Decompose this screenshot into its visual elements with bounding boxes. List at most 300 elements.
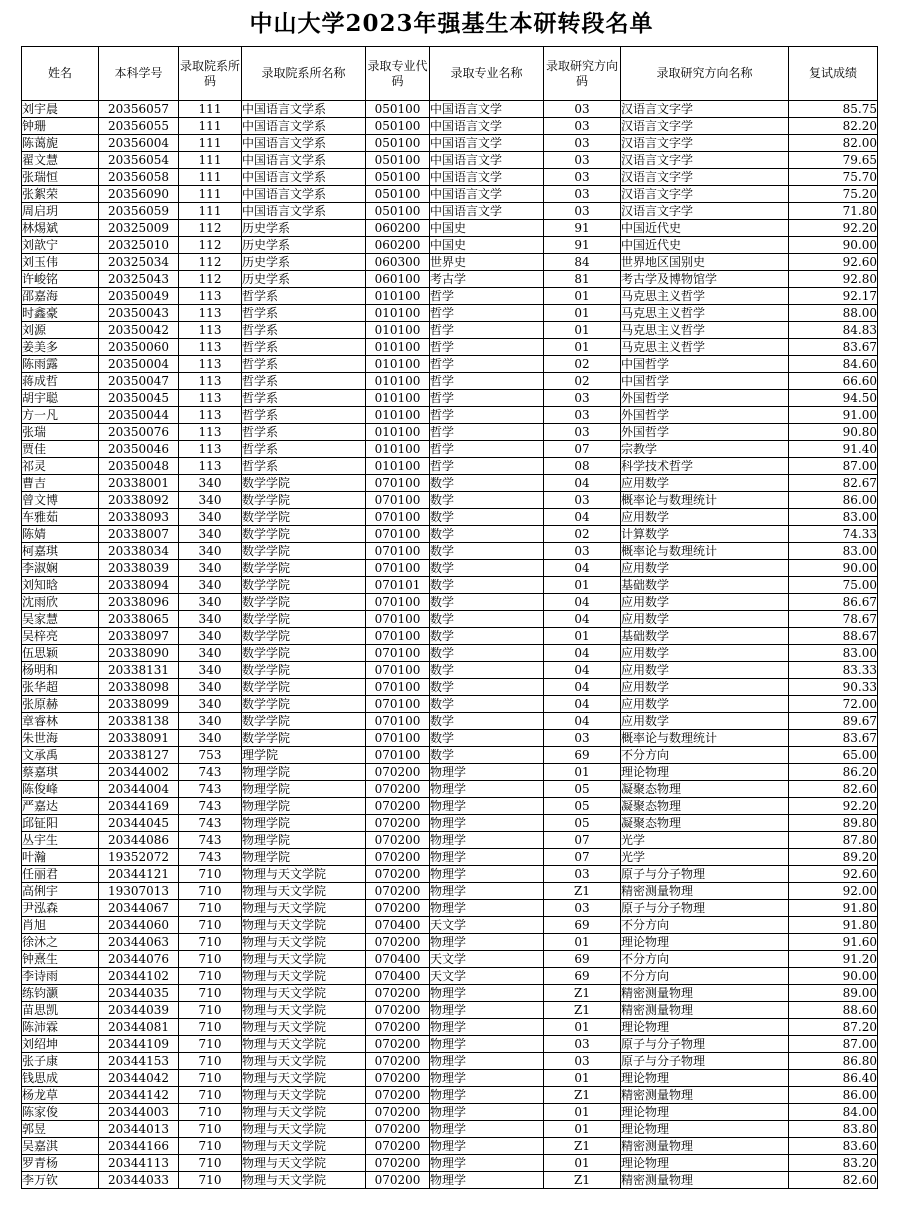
table-row: [22, 866, 878, 883]
table-row: [22, 747, 878, 764]
cell-major-code: 070200: [366, 1104, 430, 1121]
table-row: [22, 254, 878, 271]
cell-dept-code: 340: [179, 713, 242, 730]
cell-dept-name: 中国语言文学系: [242, 203, 366, 220]
cell-major-name: 物理学: [430, 1053, 544, 1070]
cell-dept-name: 哲学系: [242, 407, 366, 424]
cell-direction-code: 05: [544, 815, 621, 832]
cell-direction-name: 应用数学: [621, 475, 789, 492]
header-major-name: 录取专业名称: [430, 47, 544, 101]
cell-dept-code: 111: [179, 152, 242, 169]
cell-direction-name: 汉语言文字学: [621, 135, 789, 152]
cell-dept-code: 113: [179, 407, 242, 424]
cell-major-name: 数学: [430, 509, 544, 526]
cell-student-id: 20338131: [99, 662, 179, 679]
cell-dept-code: 710: [179, 1121, 242, 1138]
cell-major-name: 数学: [430, 696, 544, 713]
cell-direction-name: 汉语言文字学: [621, 101, 789, 118]
table-row: [22, 441, 878, 458]
table-row: [22, 815, 878, 832]
cell-major-name: 物理学: [430, 1087, 544, 1104]
cell-major-code: 070400: [366, 917, 430, 934]
table-row: [22, 492, 878, 509]
cell-name: 张子康: [22, 1053, 99, 1070]
cell-dept-code: 340: [179, 611, 242, 628]
cell-major-code: 010100: [366, 305, 430, 322]
cell-direction-name: 汉语言文字学: [621, 152, 789, 169]
table-row: [22, 373, 878, 390]
cell-student-id: 20338099: [99, 696, 179, 713]
cell-dept-code: 743: [179, 781, 242, 798]
cell-direction-name: 不分方向: [621, 917, 789, 934]
cell-student-id: 20325010: [99, 237, 179, 254]
cell-direction-name: 中国近代史: [621, 237, 789, 254]
cell-dept-name: 数学学院: [242, 543, 366, 560]
table-row: [22, 713, 878, 730]
cell-major-name: 数学: [430, 577, 544, 594]
cell-name: 蔡嘉琪: [22, 764, 99, 781]
cell-student-id: 20344033: [99, 1172, 179, 1189]
cell-score: 92.17: [789, 288, 878, 305]
cell-direction-code: 84: [544, 254, 621, 271]
cell-major-code: 010100: [366, 390, 430, 407]
cell-student-id: 20325034: [99, 254, 179, 271]
cell-major-name: 哲学: [430, 356, 544, 373]
cell-major-code: 070200: [366, 934, 430, 951]
cell-name: 沈雨欣: [22, 594, 99, 611]
cell-direction-code: 01: [544, 1155, 621, 1172]
table-row: [22, 1053, 878, 1070]
cell-direction-name: 马克思主义哲学: [621, 339, 789, 356]
cell-direction-code: 03: [544, 169, 621, 186]
table-row: [22, 135, 878, 152]
cell-dept-name: 物理与天文学院: [242, 1104, 366, 1121]
cell-direction-code: 04: [544, 662, 621, 679]
cell-direction-code: 04: [544, 594, 621, 611]
cell-dept-name: 哲学系: [242, 424, 366, 441]
cell-dept-name: 物理与天文学院: [242, 1019, 366, 1036]
cell-major-code: 070100: [366, 628, 430, 645]
cell-dept-code: 113: [179, 424, 242, 441]
cell-dept-code: 710: [179, 917, 242, 934]
cell-direction-name: 外国哲学: [621, 424, 789, 441]
cell-score: 83.60: [789, 1138, 878, 1155]
cell-dept-name: 数学学院: [242, 594, 366, 611]
table-row: [22, 458, 878, 475]
cell-major-name: 物理学: [430, 849, 544, 866]
cell-dept-name: 数学学院: [242, 577, 366, 594]
cell-major-code: 060200: [366, 220, 430, 237]
table-header-row: [22, 47, 878, 101]
cell-name: 陈蔼旎: [22, 135, 99, 152]
table-row: [22, 934, 878, 951]
cell-name: 方一凡: [22, 407, 99, 424]
cell-dept-name: 中国语言文学系: [242, 135, 366, 152]
cell-dept-name: 物理学院: [242, 764, 366, 781]
cell-dept-code: 340: [179, 560, 242, 577]
cell-student-id: 20338093: [99, 509, 179, 526]
table-row: [22, 560, 878, 577]
table-row: [22, 509, 878, 526]
cell-major-code: 010100: [366, 339, 430, 356]
cell-direction-name: 应用数学: [621, 696, 789, 713]
cell-student-id: 20338039: [99, 560, 179, 577]
cell-name: 吴嘉淇: [22, 1138, 99, 1155]
cell-student-id: 20338096: [99, 594, 179, 611]
cell-dept-code: 111: [179, 118, 242, 135]
cell-dept-name: 哲学系: [242, 390, 366, 407]
cell-score: 92.80: [789, 271, 878, 288]
cell-major-name: 物理学: [430, 1070, 544, 1087]
cell-score: 87.00: [789, 1036, 878, 1053]
cell-direction-code: 04: [544, 560, 621, 577]
cell-major-code: 070100: [366, 560, 430, 577]
cell-student-id: 20325009: [99, 220, 179, 237]
cell-name: 贾佳: [22, 441, 99, 458]
cell-major-name: 中国语言文学: [430, 169, 544, 186]
cell-dept-name: 物理与天文学院: [242, 1053, 366, 1070]
header-score: 复试成绩: [789, 47, 878, 101]
cell-dept-code: 753: [179, 747, 242, 764]
cell-student-id: 20344153: [99, 1053, 179, 1070]
cell-major-name: 哲学: [430, 424, 544, 441]
table-row: [22, 1172, 878, 1189]
cell-major-name: 物理学: [430, 985, 544, 1002]
cell-major-name: 物理学: [430, 1172, 544, 1189]
cell-major-name: 天文学: [430, 968, 544, 985]
cell-major-code: 070200: [366, 1002, 430, 1019]
cell-name: 蒋成哲: [22, 373, 99, 390]
cell-major-name: 中国史: [430, 237, 544, 254]
cell-score: 87.80: [789, 832, 878, 849]
cell-name: 李万钦: [22, 1172, 99, 1189]
cell-student-id: 20356059: [99, 203, 179, 220]
cell-major-code: 070100: [366, 662, 430, 679]
table-row: [22, 407, 878, 424]
table-row: [22, 305, 878, 322]
cell-name: 张华超: [22, 679, 99, 696]
cell-dept-name: 理学院: [242, 747, 366, 764]
cell-direction-name: 不分方向: [621, 968, 789, 985]
cell-dept-name: 数学学院: [242, 662, 366, 679]
header-direction-code: 录取研究方向码: [544, 47, 621, 101]
cell-score: 91.20: [789, 951, 878, 968]
cell-dept-code: 340: [179, 679, 242, 696]
cell-major-name: 天文学: [430, 951, 544, 968]
cell-direction-code: 01: [544, 305, 621, 322]
cell-direction-name: 原子与分子物理: [621, 866, 789, 883]
cell-major-name: 中国语言文学: [430, 118, 544, 135]
cell-direction-code: 01: [544, 288, 621, 305]
cell-dept-name: 数学学院: [242, 628, 366, 645]
cell-major-code: 070200: [366, 1172, 430, 1189]
cell-score: 91.80: [789, 900, 878, 917]
table-row: [22, 832, 878, 849]
cell-major-name: 物理学: [430, 883, 544, 900]
cell-major-code: 070200: [366, 798, 430, 815]
cell-name: 周启玥: [22, 203, 99, 220]
table-row: [22, 356, 878, 373]
cell-major-code: 050100: [366, 118, 430, 135]
cell-name: 陈沛霖: [22, 1019, 99, 1036]
cell-major-code: 070100: [366, 747, 430, 764]
cell-student-id: 20338090: [99, 645, 179, 662]
cell-score: 91.00: [789, 407, 878, 424]
cell-name: 钱思成: [22, 1070, 99, 1087]
cell-direction-name: 概率论与数理统计: [621, 543, 789, 560]
cell-direction-code: 08: [544, 458, 621, 475]
cell-score: 94.50: [789, 390, 878, 407]
cell-major-name: 世界史: [430, 254, 544, 271]
cell-dept-name: 物理与天文学院: [242, 900, 366, 917]
cell-major-name: 哲学: [430, 339, 544, 356]
cell-student-id: 20338007: [99, 526, 179, 543]
cell-direction-code: 02: [544, 526, 621, 543]
cell-dept-code: 743: [179, 832, 242, 849]
cell-score: 86.67: [789, 594, 878, 611]
cell-score: 71.80: [789, 203, 878, 220]
cell-name: 翟文慧: [22, 152, 99, 169]
cell-dept-code: 113: [179, 356, 242, 373]
cell-student-id: 20350042: [99, 322, 179, 339]
cell-major-code: 070200: [366, 1121, 430, 1138]
cell-major-code: 070200: [366, 1155, 430, 1172]
cell-student-id: 20356055: [99, 118, 179, 135]
cell-major-code: 070400: [366, 968, 430, 985]
table-row: [22, 152, 878, 169]
cell-score: 82.20: [789, 118, 878, 135]
cell-score: 92.60: [789, 254, 878, 271]
cell-name: 苗思凯: [22, 1002, 99, 1019]
cell-major-name: 中国语言文学: [430, 135, 544, 152]
cell-student-id: 20350043: [99, 305, 179, 322]
cell-dept-code: 710: [179, 1070, 242, 1087]
cell-direction-name: 应用数学: [621, 662, 789, 679]
table-row: [22, 628, 878, 645]
cell-student-id: 20344142: [99, 1087, 179, 1104]
cell-major-code: 070200: [366, 1019, 430, 1036]
table-row: [22, 543, 878, 560]
cell-score: 88.67: [789, 628, 878, 645]
cell-major-code: 070100: [366, 526, 430, 543]
cell-name: 高俐宇: [22, 883, 99, 900]
cell-score: 84.60: [789, 356, 878, 373]
cell-dept-code: 112: [179, 220, 242, 237]
cell-student-id: 20338094: [99, 577, 179, 594]
cell-score: 83.80: [789, 1121, 878, 1138]
cell-name: 车雅茹: [22, 509, 99, 526]
cell-score: 89.20: [789, 849, 878, 866]
cell-name: 伍思颖: [22, 645, 99, 662]
cell-direction-code: 04: [544, 679, 621, 696]
cell-name: 姜美多: [22, 339, 99, 356]
cell-major-code: 070200: [366, 781, 430, 798]
cell-dept-name: 哲学系: [242, 458, 366, 475]
cell-direction-code: 01: [544, 339, 621, 356]
cell-major-code: 070100: [366, 713, 430, 730]
cell-direction-code: 03: [544, 1053, 621, 1070]
cell-direction-name: 科学技术哲学: [621, 458, 789, 475]
cell-dept-name: 数学学院: [242, 730, 366, 747]
cell-major-code: 050100: [366, 203, 430, 220]
table-row: [22, 968, 878, 985]
table-row: [22, 271, 878, 288]
cell-major-name: 物理学: [430, 798, 544, 815]
table-row: [22, 781, 878, 798]
cell-major-name: 物理学: [430, 1155, 544, 1172]
cell-direction-code: 69: [544, 951, 621, 968]
cell-major-code: 070101: [366, 577, 430, 594]
table-row: [22, 1070, 878, 1087]
cell-direction-name: 外国哲学: [621, 407, 789, 424]
cell-major-name: 中国语言文学: [430, 101, 544, 118]
cell-dept-code: 340: [179, 594, 242, 611]
cell-dept-name: 物理与天文学院: [242, 1070, 366, 1087]
cell-dept-name: 数学学院: [242, 560, 366, 577]
cell-dept-name: 历史学系: [242, 220, 366, 237]
cell-score: 86.20: [789, 764, 878, 781]
cell-major-name: 数学: [430, 594, 544, 611]
cell-major-code: 050100: [366, 152, 430, 169]
cell-student-id: 20350060: [99, 339, 179, 356]
cell-score: 82.60: [789, 781, 878, 798]
cell-major-code: 060300: [366, 254, 430, 271]
table-row: [22, 577, 878, 594]
cell-dept-name: 数学学院: [242, 713, 366, 730]
cell-dept-code: 113: [179, 322, 242, 339]
cell-score: 82.00: [789, 135, 878, 152]
cell-dept-code: 113: [179, 288, 242, 305]
cell-dept-name: 中国语言文学系: [242, 101, 366, 118]
cell-student-id: 20325043: [99, 271, 179, 288]
cell-direction-code: 69: [544, 747, 621, 764]
cell-direction-name: 精密测量物理: [621, 1138, 789, 1155]
cell-name: 朱世海: [22, 730, 99, 747]
cell-direction-code: 03: [544, 186, 621, 203]
cell-direction-name: 理论物理: [621, 1155, 789, 1172]
cell-dept-code: 710: [179, 934, 242, 951]
cell-direction-name: 中国哲学: [621, 356, 789, 373]
cell-name: 林焬斌: [22, 220, 99, 237]
table-row: [22, 798, 878, 815]
cell-student-id: 20338138: [99, 713, 179, 730]
cell-student-id: 20356058: [99, 169, 179, 186]
cell-direction-name: 马克思主义哲学: [621, 305, 789, 322]
cell-name: 杨明和: [22, 662, 99, 679]
header-dept-code: 录取院系所码: [179, 47, 242, 101]
cell-direction-name: 应用数学: [621, 560, 789, 577]
cell-major-name: 数学: [430, 543, 544, 560]
cell-major-name: 天文学: [430, 917, 544, 934]
cell-score: 65.00: [789, 747, 878, 764]
cell-dept-code: 113: [179, 373, 242, 390]
cell-score: 91.80: [789, 917, 878, 934]
cell-direction-code: 01: [544, 322, 621, 339]
cell-score: 85.75: [789, 101, 878, 118]
table-row: [22, 118, 878, 135]
cell-name: 刘绍坤: [22, 1036, 99, 1053]
cell-name: 陈婧: [22, 526, 99, 543]
cell-major-name: 物理学: [430, 1019, 544, 1036]
cell-major-code: 070200: [366, 866, 430, 883]
cell-dept-name: 物理学院: [242, 815, 366, 832]
table-row: [22, 475, 878, 492]
cell-student-id: 20338127: [99, 747, 179, 764]
cell-direction-name: 理论物理: [621, 934, 789, 951]
table-row: [22, 101, 878, 118]
cell-student-id: 20344045: [99, 815, 179, 832]
cell-name: 严嘉达: [22, 798, 99, 815]
cell-student-id: 20344067: [99, 900, 179, 917]
cell-dept-name: 数学学院: [242, 679, 366, 696]
cell-dept-name: 物理与天文学院: [242, 1087, 366, 1104]
cell-score: 75.00: [789, 577, 878, 594]
cell-direction-name: 宗教学: [621, 441, 789, 458]
table-row: [22, 220, 878, 237]
header-major-code: 录取专业代码: [366, 47, 430, 101]
cell-dept-name: 物理与天文学院: [242, 866, 366, 883]
header-dept-name: 录取院系所名称: [242, 47, 366, 101]
cell-major-name: 哲学: [430, 305, 544, 322]
cell-direction-name: 汉语言文字学: [621, 203, 789, 220]
cell-name: 练钧灏: [22, 985, 99, 1002]
cell-score: 83.67: [789, 730, 878, 747]
cell-dept-name: 中国语言文学系: [242, 152, 366, 169]
cell-major-code: 050100: [366, 135, 430, 152]
cell-name: 任丽君: [22, 866, 99, 883]
table-row: [22, 611, 878, 628]
cell-major-name: 物理学: [430, 1121, 544, 1138]
cell-major-name: 数学: [430, 628, 544, 645]
cell-dept-code: 340: [179, 662, 242, 679]
table-row: [22, 169, 878, 186]
cell-major-code: 070100: [366, 611, 430, 628]
cell-name: 李淑娴: [22, 560, 99, 577]
cell-major-name: 物理学: [430, 1138, 544, 1155]
cell-name: 肖旭: [22, 917, 99, 934]
cell-dept-name: 哲学系: [242, 373, 366, 390]
cell-score: 83.00: [789, 543, 878, 560]
cell-score: 84.00: [789, 1104, 878, 1121]
cell-name: 刘宇晨: [22, 101, 99, 118]
cell-student-id: 20350049: [99, 288, 179, 305]
cell-direction-code: 91: [544, 237, 621, 254]
cell-student-id: 20356057: [99, 101, 179, 118]
cell-name: 柯嘉琪: [22, 543, 99, 560]
cell-direction-name: 概率论与数理统计: [621, 492, 789, 509]
cell-student-id: 20344042: [99, 1070, 179, 1087]
table-row: [22, 1019, 878, 1036]
cell-score: 92.20: [789, 220, 878, 237]
cell-direction-name: 原子与分子物理: [621, 900, 789, 917]
cell-score: 90.00: [789, 560, 878, 577]
cell-score: 83.33: [789, 662, 878, 679]
cell-direction-code: 04: [544, 475, 621, 492]
cell-score: 88.60: [789, 1002, 878, 1019]
cell-score: 72.00: [789, 696, 878, 713]
cell-dept-name: 物理与天文学院: [242, 1155, 366, 1172]
cell-major-code: 070200: [366, 764, 430, 781]
cell-dept-code: 340: [179, 696, 242, 713]
cell-student-id: 20344063: [99, 934, 179, 951]
cell-dept-name: 物理与天文学院: [242, 951, 366, 968]
cell-score: 84.83: [789, 322, 878, 339]
cell-dept-code: 113: [179, 458, 242, 475]
cell-direction-name: 凝聚态物理: [621, 815, 789, 832]
cell-direction-code: 03: [544, 543, 621, 560]
cell-direction-code: 03: [544, 424, 621, 441]
cell-major-code: 070200: [366, 1053, 430, 1070]
